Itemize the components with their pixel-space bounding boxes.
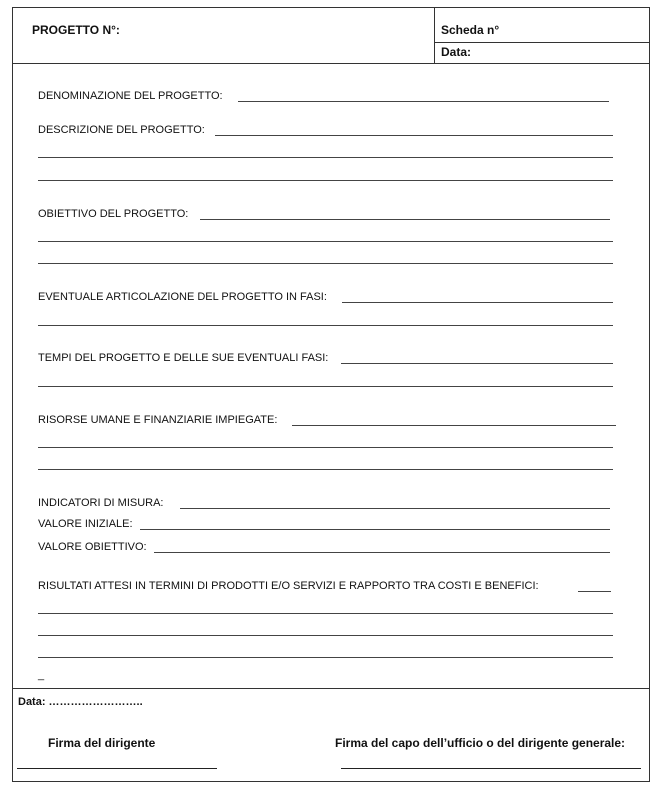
indicatori-label: INDICATORI DI MISURA: xyxy=(38,497,164,509)
risultati-field-2[interactable] xyxy=(38,613,613,614)
indicatori-field[interactable] xyxy=(180,508,610,509)
tempi-field-1[interactable] xyxy=(341,363,613,364)
header-bottom-border xyxy=(13,63,649,64)
descrizione-field-1[interactable] xyxy=(215,135,613,136)
valore-iniziale-field[interactable] xyxy=(140,529,610,530)
tempi-field-2[interactable] xyxy=(38,386,613,387)
signature-manager-label: Firma del dirigente xyxy=(48,736,156,750)
denominazione-label: DENOMINAZIONE DEL PROGETTO: xyxy=(38,90,223,102)
obiettivo-field-2[interactable] xyxy=(38,241,613,242)
signature-head-label: Firma del capo dell’ufficio o del dirigente generale: xyxy=(335,736,626,750)
signature-head-line[interactable] xyxy=(341,768,641,769)
sheet-number-label: Scheda n° xyxy=(441,23,500,37)
signature-manager-line[interactable] xyxy=(17,768,217,769)
header-date-label: Data: xyxy=(441,45,472,59)
footer-date-label: Data: …………………….. xyxy=(18,696,143,708)
project-number-label: PROGETTO N°: xyxy=(32,23,120,37)
obiettivo-field-3[interactable] xyxy=(38,263,613,264)
articolazione-field-2[interactable] xyxy=(38,325,613,326)
obiettivo-label: OBIETTIVO DEL PROGETTO: xyxy=(38,208,189,220)
risorse-field-2[interactable] xyxy=(38,447,613,448)
risorse-field-1[interactable] xyxy=(292,425,616,426)
valore-obiettivo-label: VALORE OBIETTIVO: xyxy=(38,541,147,553)
risultati-field-4[interactable] xyxy=(38,657,613,658)
trailing-mark: _ xyxy=(38,669,45,681)
header-divider-vertical xyxy=(434,8,435,63)
denominazione-field[interactable] xyxy=(238,101,609,102)
tempi-label: TEMPI DEL PROGETTO E DELLE SUE EVENTUALI FASI: xyxy=(38,352,329,364)
valore-iniziale-label: VALORE INIZIALE: xyxy=(38,518,133,530)
articolazione-field-1[interactable] xyxy=(342,302,613,303)
risultati-field-3[interactable] xyxy=(38,635,613,636)
risultati-label: RISULTATI ATTESI IN TERMINI DI PRODOTTI E/O SERVIZI E RAPPORTO TRA COSTI E BENEFICI: xyxy=(38,580,539,592)
risorse-label: RISORSE UMANE E FINANZIARIE IMPIEGATE: xyxy=(38,414,278,426)
descrizione-field-3[interactable] xyxy=(38,180,613,181)
obiettivo-field-1[interactable] xyxy=(200,219,610,220)
risultati-field-1[interactable] xyxy=(578,591,611,592)
articolazione-label: EVENTUALE ARTICOLAZIONE DEL PROGETTO IN FASI: xyxy=(38,291,327,303)
descrizione-field-2[interactable] xyxy=(38,157,613,158)
header-divider-right xyxy=(434,42,649,43)
footer-top-border xyxy=(13,688,649,689)
descrizione-label: DESCRIZIONE DEL PROGETTO: xyxy=(38,124,205,136)
valore-obiettivo-field[interactable] xyxy=(154,552,610,553)
risorse-field-3[interactable] xyxy=(38,469,613,470)
